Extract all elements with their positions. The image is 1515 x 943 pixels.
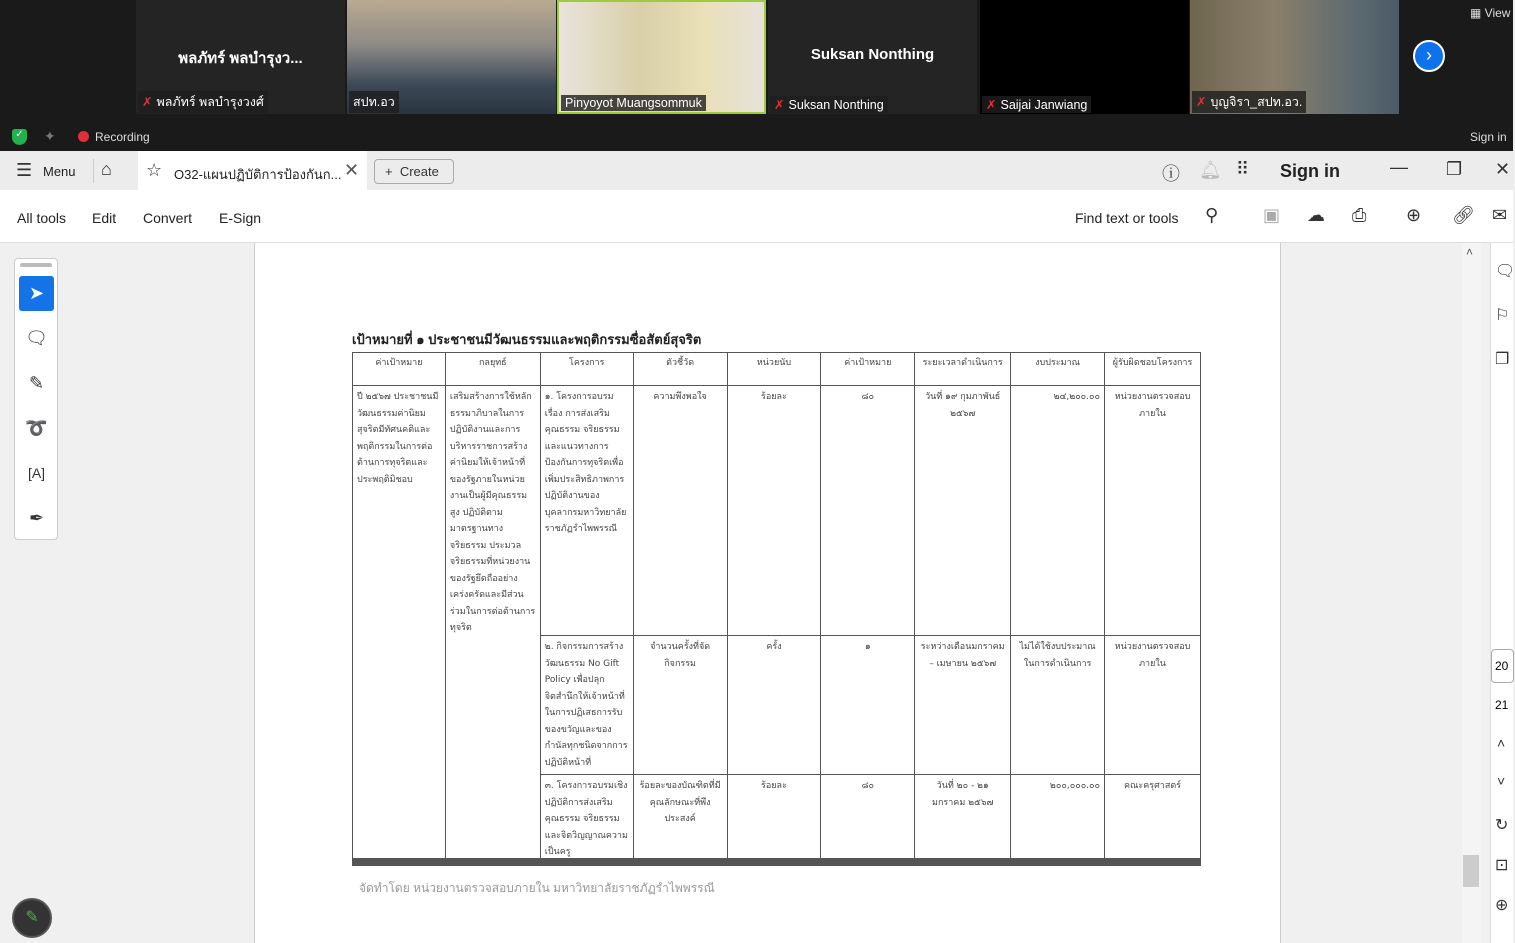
minimize-icon[interactable]: — [1390,157,1408,177]
edit-fab-button[interactable]: ✎ [12,898,52,938]
toolbar [0,190,1513,243]
scroll-thumb[interactable] [1463,855,1479,887]
find-text-button[interactable]: Find text or tools [1075,210,1179,226]
shield-icon[interactable]: ✓ [12,129,27,145]
select-tool-icon[interactable]: ➤ [19,276,54,311]
participant-tile[interactable]: Pinyoyot Muangsommuk [557,0,766,114]
participant-tile[interactable]: ✗ บุญจิรา_สปท.อว. [1190,0,1399,114]
search-icon[interactable]: ⚲ [1205,205,1219,225]
mic-muted-icon: ✗ [986,98,997,112]
participant-tile[interactable]: พลภัทร์ พลบำรุงว... ✗ พลภัทร์ พลบำรุงวงศ์ [136,0,345,114]
meeting-sign-in[interactable]: Sign in [1470,130,1507,144]
right-panel [1490,243,1513,943]
current-page-input[interactable]: 20 [1491,649,1514,683]
convert-tab[interactable]: Convert [143,210,193,226]
apps-icon[interactable]: ⠿ [1236,159,1250,179]
view-button[interactable]: ▦ View [1470,6,1511,20]
menu-button[interactable]: Menu [43,164,76,179]
quick-tools-panel [14,258,58,540]
sign-in-button[interactable]: Sign in [1280,161,1340,181]
table-header-row: ค่าเป้าหมาย กลยุทธ์ โครงการ ตัวชี้วัด หน่วยนับ ค่าเป้าหมาย ระยะเวลาดำเนินการ งบประมาณ ผู้รับผิดชอบโครงการ [353,353,1201,386]
prev-page-icon[interactable]: ˄ [1497,735,1506,751]
close-window-icon[interactable]: ✕ [1495,159,1511,179]
table-row: ปี ๒๕๖๗ ประชาชนมีวัฒนธรรมค่านิยมสุจริตมีทัศนคติและพฤติกรรมในการต่อต้านการทุจริตและประพฤติมิชอบ เสริมสร้างการใช้หลักธรรมาภิบาลในการปฏิบัติงานและการบริหารราชการสร้างค่านิยมให้เจ้าหน้าที่ของรัฐภายในหน่วยงานเป็นผู้มีคุณธรรมสูง ปฏิบัติตามมาตรฐานทางจริยธรรม ประมวลจริยธรรมที่หน่วยงานของรัฐยึดถืออย่างเคร่งครัดและมีส่วนร่วมในการต่อต้านการทุจริต ๑. โครงการอบรมเรื่อง การส่งเสริมคุณธรรม จริยธรรมและแนวทางการป้องกันการทุจริตเพื่อเพิ่มประสิทธิภาพการปฏิบัติงานของบุคลากรมหาวิทยาลัยราชภัฏรำไพพรรณี ความพึงพอใจ ร้อยละ ๘๐ วันที่ ๑๙ กุมภาพันธ์ ๒๕๖๗ ๒๔,๒๐๐.๐๐ หน่วยงานตรวจสอบภายใน [353,386,1201,636]
footer-text: จัดทำโดย หน่วยงานตรวจสอบภายใน มหาวิทยาลัยราชภัฏรำไพพรรณี [359,881,715,895]
drag-handle[interactable] [20,263,52,267]
recording-icon [78,131,89,142]
goal-title: เป้าหมายที่ ๑ ประชาชนมีวัฒนธรรมและพฤติกรรมซื่อสัตย์สุจริต [352,332,702,347]
esign-tab[interactable]: E-Sign [219,210,262,226]
add-comment-icon[interactable]: 🗨︎ [25,328,48,348]
participant-tile[interactable]: สปท.อว [347,0,556,114]
rotate-icon[interactable]: ↻ [1495,817,1509,834]
recording-label[interactable]: Recording [95,130,150,144]
scroll-up-icon[interactable]: ˄ [1466,245,1474,259]
text-recognition-icon[interactable]: [A] [27,465,46,481]
participant-tile[interactable]: ✗ Saijai Janwiang [980,0,1189,114]
plan-table [352,352,1201,865]
comment-icon[interactable]: 🗨︎ [1495,263,1515,280]
tab-bar [0,151,1513,190]
print-icon[interactable]: ⎙ [1352,205,1367,225]
close-tab-icon[interactable]: ✕ [344,160,360,180]
footer-bar [352,858,1201,866]
total-pages: 21 [1495,698,1509,712]
participant-tile[interactable]: Suksan Nonthing ✗ Suksan Nonthing [768,0,977,114]
link-icon[interactable]: 🔗︎ [1452,205,1475,225]
save-icon[interactable]: ▣ [1263,205,1281,225]
all-tools-tab[interactable]: All tools [17,210,67,226]
meeting-strip [0,0,1513,151]
home-icon[interactable]: ⌂ [101,159,112,179]
edit-tab[interactable]: Edit [92,210,117,226]
sign-icon[interactable]: ✒ [28,508,45,528]
fit-page-icon[interactable]: ⊡ [1495,857,1509,874]
bookmark-icon[interactable]: ⚐ [1495,307,1510,324]
table-row: ๓. โครงการอบรมเชิงปฏิบัติการส่งเสริมคุณธรรม จริยธรรมและจิตวิญญาณความเป็นครู ร้อยละของบัณฑิตที่มีคุณลักษณะที่พึงประสงค์ ร้อยละ ๘๐ วันที่ ๒๐ - ๒๑ มกราคม ๒๕๖๗ ๒๐๐,๐๐๐.๐๐ คณะครุศาสตร์ [353,775,1201,865]
divider [93,159,94,183]
star-icon[interactable]: ☆ [146,160,163,180]
draw-icon[interactable]: ➰ [25,418,48,438]
restore-icon[interactable]: ❐ [1446,159,1463,179]
pdf-page [254,243,1281,943]
table-row: ๒. กิจกรรมการสร้างวัฒนธรรม No Gift Policy เพื่อปลุกจิตสำนึกให้เจ้าหน้าที่ในการปฏิเสธการรับของขวัญและของกำนัลทุกชนิดจากการปฏิบัติหน้าที่ จำนวนครั้งที่จัดกิจกรรม ครั้ง ๑ ระหว่างเดือนมกราคม – เมษายน ๒๕๖๗ ไม่ได้ใช้งบประมาณในการดำเนินการ หน่วยงานตรวจสอบภายใน [353,636,1201,775]
next-page-icon[interactable]: ˅ [1497,773,1506,789]
zoom-in-icon[interactable]: ⊕ [1495,897,1509,914]
mic-muted-icon: ✗ [142,95,153,109]
share-user-icon[interactable]: ⊕ [1406,205,1422,225]
help-icon[interactable]: ⓘ [1162,164,1180,184]
create-button[interactable]: + Create [374,159,454,184]
mic-muted-icon: ✗ [1196,95,1207,109]
email-icon[interactable]: ✉ [1492,205,1508,225]
tab-document[interactable]: ☆ O32-แผนปฏิบัติการป้องกันก... ✕ [138,151,367,190]
bell-icon[interactable]: 🔔︎ [1199,160,1222,180]
pages-icon[interactable]: ❐ [1495,351,1510,368]
next-page-button[interactable]: › [1413,40,1445,72]
vertical-scrollbar[interactable] [1462,243,1481,943]
menu-icon[interactable]: ☰ [16,160,33,180]
upload-cloud-icon[interactable]: ☁ [1307,205,1325,225]
highlight-icon[interactable]: ✎ [28,373,45,393]
sparkle-icon[interactable]: ✦ [44,128,56,144]
mic-muted-icon: ✗ [774,98,785,112]
